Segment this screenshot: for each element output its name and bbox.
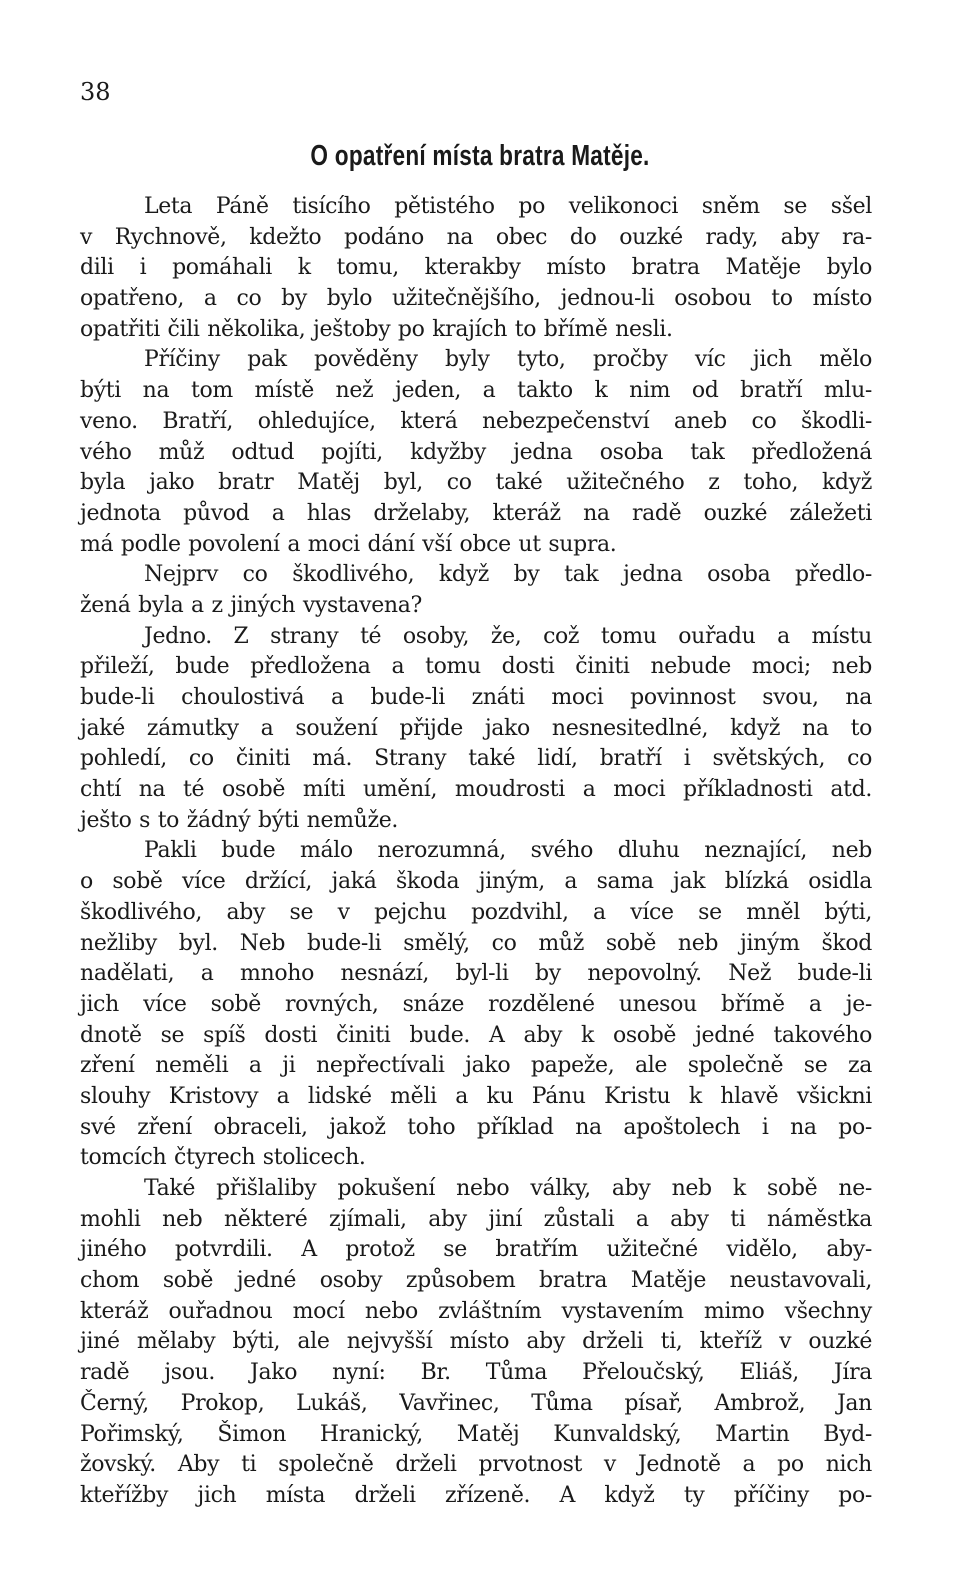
text-line: Pakli bude málo nerozumná, svého dluhu neznající, neb <box>144 838 872 864</box>
text-line: byla jako bratr Matěj byl, co také užitečného z toho, když <box>80 470 872 496</box>
text-line: opatřeno, a co by bylo užitečnějšího, jednou-li osobou to místo <box>80 286 872 312</box>
text-line: radě jsou. Jako nyní: Br. Tůma Přeloučský, Eliáš, Jíra <box>80 1360 872 1386</box>
text-line: Jedno. Z strany té osoby, že, což tomu ouřadu a místu <box>144 623 872 649</box>
text-line: Leta Páně tisícího pětistého po velikonoci sněm se sšel <box>144 194 872 219</box>
text-line: nadělati, a mnoho nesnází, byl-li by nepovolný. Než bude-li <box>80 961 872 987</box>
text-line: Černý, Prokop, Lukáš, Vavřinec, Tůma písař, Ambrož, Jan <box>80 1390 872 1416</box>
text-line: zření neměli a ji nepřectívali jako papeže, ale společně se za <box>80 1053 872 1079</box>
text-line: býti na tom místě než jeden, a takto k nim od bratří mlu- <box>80 378 872 404</box>
text-line: vého můž odtud pojíti, kdyžby jedna osoba tak předložená <box>80 439 872 465</box>
text-line: jiného potvrdili. A protož se bratřím užitečné vidělo, aby- <box>80 1237 872 1263</box>
text-line: Pořimský, Šimon Hranický, Matěj Kunvaldský, Martin Byd- <box>80 1421 872 1447</box>
text-line: jednota původ a hlas drželaby, kteráž na radě ouzké záležeti <box>80 500 872 526</box>
text-line: ješto s to žádný býti nemůže. <box>80 807 399 833</box>
body-text <box>80 192 872 1512</box>
page-number: 38 <box>80 78 111 106</box>
text-line: v Rychnově, kdežto podáno na obec do ouzké rady, aby ra- <box>80 224 872 250</box>
text-line: jich více sobě rovných, snáze rozdělené unesou břímě a je- <box>80 991 872 1017</box>
text-line: škodlivého, aby se v pejchu pozdvihl, a více se mněl býti, <box>80 899 872 925</box>
text-line: tomcích čtyrech stolicech. <box>80 1145 366 1171</box>
text-line: žená byla a z jiných vystavena? <box>80 592 422 618</box>
text-line: dili i pomáhali k tomu, kterakby místo bratra Matěje bylo <box>80 255 872 281</box>
text-line: jaké zámutky a soužení přijde jako nesnesitedlné, když na to <box>80 715 872 741</box>
text-line: dnotě se spíš dosti činiti bude. A aby k osobě jedné takového <box>80 1022 872 1048</box>
text-line: pohledí, co činiti má. Strany také lidí, bratří i světských, co <box>80 746 872 772</box>
text-line: chtí na té osobě míti umění, moudrosti a moci příkladnosti atd. <box>80 777 872 803</box>
text-line: veno. Bratří, ohledujíce, která nebezpečenství aneb co škodli- <box>80 408 872 434</box>
text-line: chom sobě jedné osoby způsobem bratra Matěje neustavovali, <box>80 1268 872 1294</box>
chapter-heading: O opatření místa bratra Matěje. <box>310 140 650 172</box>
text-line: Také přišlaliby pokušení nebo války, aby neb k sobě ne- <box>144 1176 872 1201</box>
text-line: nežliby byl. Neb bude-li smělý, co můž sobě neb jiným škod <box>80 930 872 956</box>
text-line: kteráž ouřadnou mocí nebo zvláštním vystavením mimo všechny <box>80 1298 872 1324</box>
text-line: opatřiti čili několika, ještoby po krajích to břímě nesli. <box>80 316 673 342</box>
text-line: Nejprv co škodlivého, když by tak jedna osoba předlo- <box>144 562 872 588</box>
text-line: slouhy Kristovy a lidské měli a ku Pánu Kristu k hlavě všickni <box>80 1083 872 1109</box>
text-line: Příčiny pak pověděny byly tyto, pročby víc jich mělo <box>144 347 872 373</box>
text-line: mohli neb některé zjímali, aby jiní zůstali a aby ti náměstka <box>80 1206 872 1232</box>
text-line: přileží, bude předložena a tomu dosti činiti nebude moci; neb <box>80 654 872 680</box>
text-line: bude-li choulostivá a bude-li znáti moci povinnost svou, na <box>80 685 872 710</box>
text-line: o sobě více držící, jaká škoda jiným, a sama jak blízká osidla <box>80 869 872 895</box>
text-line: má podle povolení a moci dání vší obce ut supra. <box>80 531 617 557</box>
text-line: kteřížby jich místa drželi zřízeně. A když ty příčiny po- <box>80 1482 872 1508</box>
text-line: žovský. Aby ti společně drželi prvotnost v Jednotě a po nich <box>80 1452 872 1478</box>
text-line: své zření obraceli, jakož toho příklad na apoštolech i na po- <box>80 1114 872 1140</box>
text-line: jiné mělaby býti, ale nejvyšší místo aby drželi ti, kteříž v ouzké <box>80 1329 872 1355</box>
